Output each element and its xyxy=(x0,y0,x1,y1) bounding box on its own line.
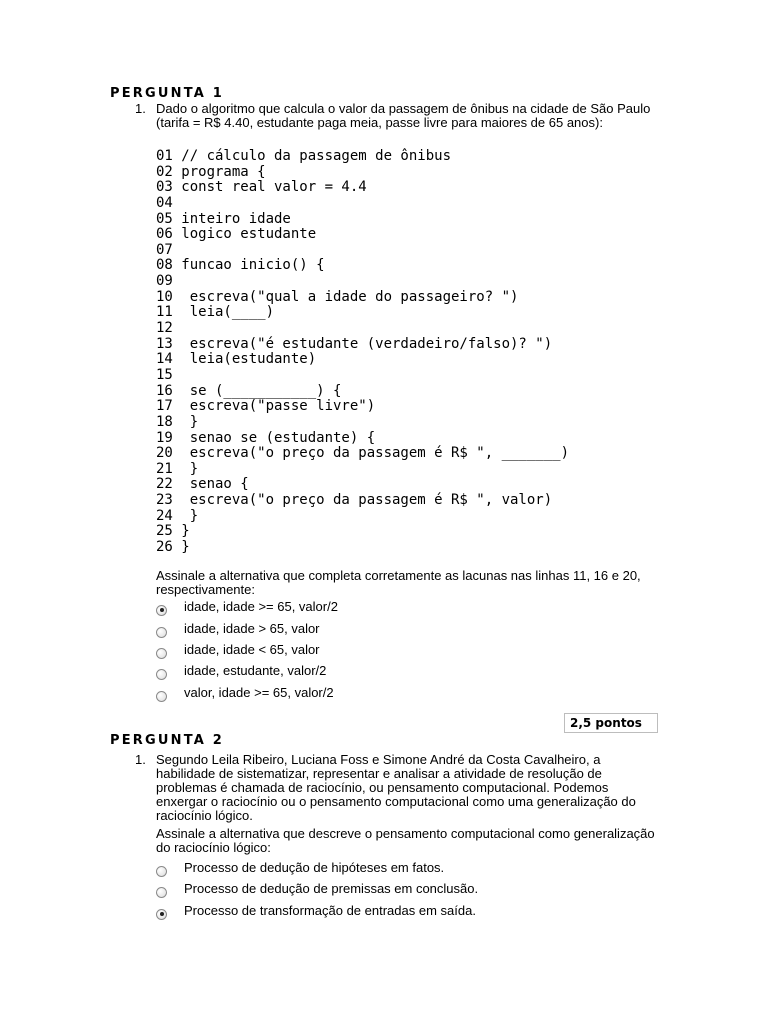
question-2-number: 1. xyxy=(135,752,146,767)
code-line: 24 } xyxy=(156,507,199,524)
code-line: 22 senao { xyxy=(156,476,249,493)
answer-option-label: Processo de dedução de premissas em conclusão. xyxy=(184,881,479,896)
code-line: 13 escreva("é estudante (verdadeiro/falso)? ") xyxy=(156,335,553,352)
answer-option[interactable] xyxy=(156,621,320,637)
code-line: 07 xyxy=(156,241,173,258)
radio-button-icon[interactable] xyxy=(156,648,167,659)
code-line: 26 } xyxy=(156,539,190,556)
code-line: 05 inteiro idade xyxy=(156,210,291,227)
answer-option-label: idade, idade > 65, valor xyxy=(184,621,320,636)
points-badge: 2,5 pontos xyxy=(564,713,658,733)
code-line: 20 escreva("o preço da passagem é R$ ", _______) xyxy=(156,445,570,462)
code-line: 04 xyxy=(156,194,173,211)
radio-button-icon[interactable] xyxy=(156,866,167,877)
radio-button-icon[interactable] xyxy=(156,909,167,920)
question-2-prompt: Assinale a alternativa que descreve o pensamento computacional como generalização do raciocínio lógico: xyxy=(156,826,655,855)
code-line: 02 programa { xyxy=(156,163,266,180)
answer-option[interactable] xyxy=(156,599,338,615)
answer-option-label: idade, estudante, valor/2 xyxy=(184,663,327,678)
answer-option-label: Processo de dedução de hipóteses em fatos. xyxy=(184,860,445,875)
code-line: 03 const real valor = 4.4 xyxy=(156,179,367,196)
answer-option-label: idade, idade < 65, valor xyxy=(184,642,320,657)
question-1-heading: PERGUNTA 1 xyxy=(110,86,225,101)
question-1-intro: Dado o algoritmo que calcula o valor da passagem de ônibus na cidade de São Paulo (tarifa = R$ 4.40, estudante paga meia, passe livre para maiores de 65 anos): xyxy=(156,101,651,130)
radio-button-icon[interactable] xyxy=(156,605,167,616)
answer-option-label: valor, idade >= 65, valor/2 xyxy=(184,685,334,700)
answer-option-label: idade, idade >= 65, valor/2 xyxy=(184,599,338,614)
code-line: 06 logico estudante xyxy=(156,226,317,243)
answer-option[interactable] xyxy=(156,642,320,658)
radio-button-icon[interactable] xyxy=(156,887,167,898)
question-2-intro: Segundo Leila Ribeiro, Luciana Foss e Simone André da Costa Cavalheiro, a habilidade de sistematizar, representar e analisar a atividade de resolução de problemas é chamada de raciocínio, ou pensamento computacional. Podemos enxergar o raciocínio ou o pensamento computacional como uma generalização do raciocínio lógico. xyxy=(156,752,636,823)
code-line: 12 xyxy=(156,320,173,337)
code-line: 23 escreva("o preço da passagem é R$ ", valor) xyxy=(156,492,553,509)
answer-option[interactable] xyxy=(156,663,326,679)
radio-button-icon[interactable] xyxy=(156,691,167,702)
question-1-number: 1. xyxy=(135,101,146,116)
code-line: 17 escreva("passe livre") xyxy=(156,398,376,415)
code-line: 10 escreva("qual a idade do passageiro? ") xyxy=(156,288,519,305)
answer-option[interactable] xyxy=(156,903,476,919)
code-line: 09 xyxy=(156,273,173,290)
code-line: 11 leia(____) xyxy=(156,304,275,321)
code-line: 21 } xyxy=(156,460,199,477)
code-line: 14 leia(estudante) xyxy=(156,351,317,368)
code-listing xyxy=(156,149,569,556)
code-line: 15 xyxy=(156,366,173,383)
code-line: 19 senao se (estudante) { xyxy=(156,429,376,446)
answer-option[interactable] xyxy=(156,881,478,897)
question-2-heading: PERGUNTA 2 xyxy=(110,733,225,748)
code-line: 01 // cálculo da passagem de ônibus xyxy=(156,148,452,164)
question-1-prompt: Assinale a alternativa que completa corretamente as lacunas nas linhas 11, 16 e 20, respectivamente: xyxy=(156,568,641,597)
answer-option[interactable] xyxy=(156,685,334,701)
code-line: 16 se (___________) { xyxy=(156,382,342,399)
answer-option[interactable] xyxy=(156,860,444,876)
radio-button-icon[interactable] xyxy=(156,627,167,638)
code-line: 08 funcao inicio() { xyxy=(156,257,325,274)
answer-option-label: Processo de transformação de entradas em saída. xyxy=(184,903,476,918)
code-line: 18 } xyxy=(156,413,199,430)
code-line: 25 } xyxy=(156,523,190,540)
radio-button-icon[interactable] xyxy=(156,669,167,680)
